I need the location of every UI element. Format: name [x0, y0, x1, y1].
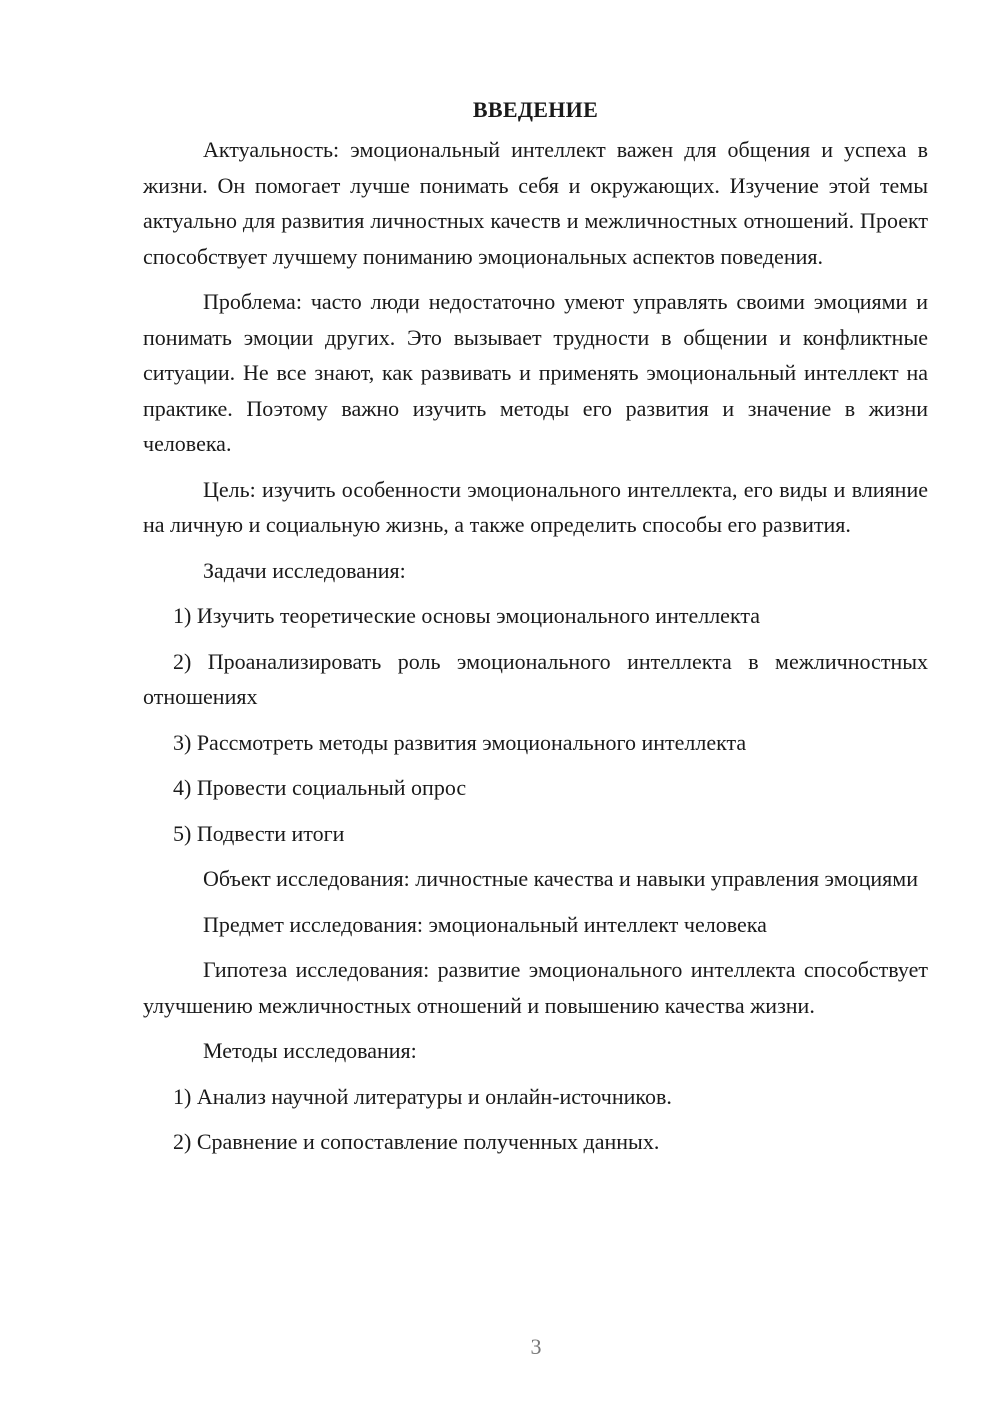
page-title: ВВЕДЕНИЕ: [472, 97, 599, 122]
task-item-4: 4) Провести социальный опрос: [173, 775, 467, 800]
task-item-5: 5) Подвести итоги: [173, 820, 345, 846]
task-item-1: 1) Изучить теоретические основы эмоционального интеллекта: [173, 603, 760, 628]
methods-heading: Методы исследования:: [203, 1038, 417, 1063]
subject-paragraph: Предмет исследования: эмоциональный интеллект человека: [203, 911, 767, 937]
task-item-2: 2) Проанализировать роль эмоционального интеллекта в межличностных отношениях: [143, 648, 928, 709]
relevance-paragraph: Актуальность: эмоциональный интеллект важен для общения и успеха в жизни. Он помогает лучше понимать себя и окружающих. Изучение этой темы актуально для развития личностных качеств и межличностных отношений. Проект способствует лучшему пониманию эмоциональных аспектов поведения.: [143, 137, 928, 269]
task-item-3: 3) Рассмотреть методы развития эмоционального интеллекта: [173, 729, 747, 755]
goal-paragraph: Цель: изучить особенности эмоционального интеллекта, его виды и влияние на личную и социальную жизнь, а также определить способы его развития.: [143, 476, 928, 537]
hypothesis-paragraph: Гипотеза исследования: развитие эмоционального интеллекта способствует улучшению межличностных отношений и повышению качества жизни.: [143, 957, 928, 1018]
page-number: 3: [530, 1334, 542, 1359]
method-item-1: 1) Анализ научной литературы и онлайн-источников.: [173, 1083, 672, 1109]
object-paragraph: Объект исследования: личностные качества и навыки управления эмоциями: [203, 866, 918, 891]
tasks-heading: Задачи исследования:: [203, 557, 406, 583]
method-item-2: 2) Сравнение и сопоставление полученных данных.: [173, 1129, 660, 1154]
document-page: [143, 90, 928, 1170]
problem-paragraph: Проблема: часто люди недостаточно умеют управлять своими эмоциями и понимать эмоции других. Это вызывает трудности в общении и конфликтные ситуации. Не все знают, как развивать и применять эмоциональный интеллект на практике. Поэтому важно изучить методы его развития и значение в жизни человека.: [143, 289, 928, 456]
